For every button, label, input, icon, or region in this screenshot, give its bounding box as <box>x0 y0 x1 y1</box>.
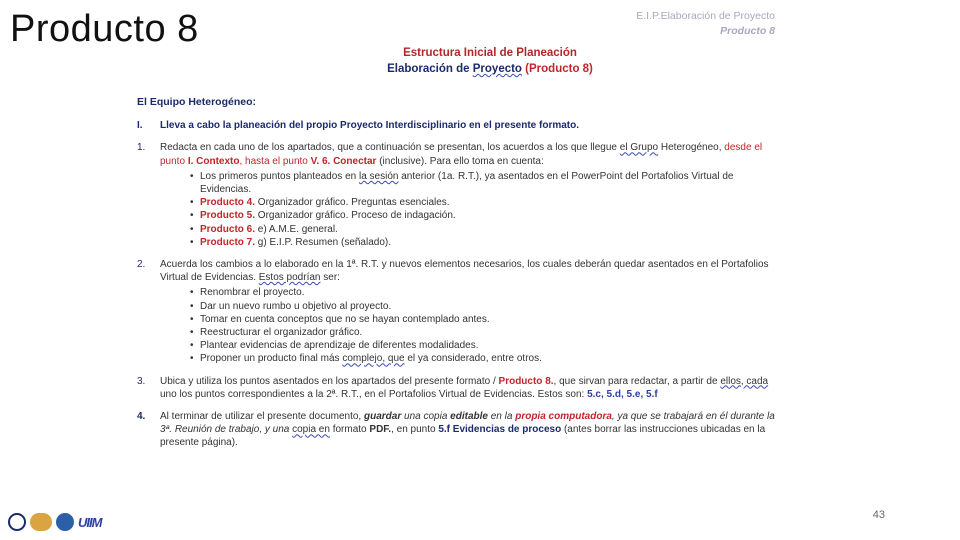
text-run: , hasta el punto <box>239 155 311 167</box>
text-run: propia computadora <box>515 411 612 423</box>
planning-title-block <box>300 45 680 77</box>
text-run: Proponer un producto final más <box>200 353 343 365</box>
text-run: editable <box>450 411 488 423</box>
text-run: anterior (1a. R.T.), ya asentados en el PowerPoint del Portafolios Virtual de Evidencias. <box>200 170 734 196</box>
step-number: I. <box>137 120 143 132</box>
text-run: V. 6. Conectar <box>310 155 377 167</box>
step-3 <box>137 375 777 401</box>
product-label: Producto 4. <box>200 197 256 209</box>
text-run: PDF. <box>369 424 392 436</box>
text-run: ser: <box>320 272 340 284</box>
step-number: 3. <box>137 375 146 387</box>
document-body <box>137 96 777 459</box>
footer-logos <box>8 510 108 534</box>
text-run: uno los puntos correspondientes a la 2ª. R.T., en el Portafolios Virtual de Evidencias. Estos son: <box>160 388 588 400</box>
list-item <box>200 223 777 236</box>
list-item <box>200 170 777 196</box>
step-text <box>160 141 777 249</box>
text-run: ellos, cada <box>720 375 769 387</box>
product-desc: Organizador gráfico. Preguntas esenciales. <box>255 197 450 209</box>
text-run: 5.f Evidencias de proceso <box>438 424 562 436</box>
step-1 <box>137 141 777 249</box>
step-text: Lleva a cabo la planeación del propio Proyecto Interdisciplinario en el presente formato. <box>160 120 579 132</box>
text-run: desde el punto <box>160 142 763 167</box>
text-run: Heterogéneo, <box>658 142 725 154</box>
list-item: • Renombrar el proyecto. <box>200 286 777 299</box>
text-run: I. Contexto <box>187 155 240 167</box>
text-run: , que sirvan para redactar, a partir de <box>553 375 721 387</box>
text-run: guardar <box>364 411 402 423</box>
list-item <box>200 236 777 249</box>
university-seal-icon <box>8 513 26 531</box>
uiim-logo: UIIM <box>78 514 102 530</box>
step-number: 1. <box>137 142 146 154</box>
product-label: Producto 5. <box>200 210 256 222</box>
text-run: Ubica y utiliza los puntos asentados en los apartados del presente formato / <box>160 375 499 387</box>
step-number: 2. <box>137 259 146 271</box>
step-i <box>137 119 777 132</box>
team-heading: El Equipo Heterogéneo: <box>137 96 257 108</box>
page-number: 43 <box>872 509 885 521</box>
step-number: 4. <box>137 411 146 423</box>
text-run: 5.c, 5.d, 5.e, 5.f <box>587 388 658 400</box>
text-run: Redacta en cada uno de los apartados, que a continuación se presentan, los acuerdos a los que llegue <box>160 142 620 154</box>
text-run: complejo, que <box>342 353 405 365</box>
planning-title: Estructura Inicial de Planeación <box>403 47 577 59</box>
list-item: • Reestructurar el organizador gráfico. <box>200 326 777 339</box>
list-item <box>200 352 777 365</box>
step-text <box>160 258 777 366</box>
list-item <box>200 196 777 209</box>
text-run: el Grupo <box>619 142 659 154</box>
text-run: (inclusive). Para ello toma en cuenta: <box>376 155 544 167</box>
step-2-bullets <box>160 286 777 365</box>
subtitle-product: (Producto 8) <box>521 63 593 75</box>
list-item: • Dar un nuevo rumbo u objetivo al proyecto. <box>200 300 777 313</box>
text-run: , ya que se trabajará en él durante la 3ª. Reunión de trabajo, y una <box>160 411 775 436</box>
text-run: una copia <box>401 411 451 423</box>
step-text <box>160 375 777 401</box>
planning-subtitle <box>300 61 680 77</box>
institution-logo-icon <box>30 513 52 531</box>
text-run: Producto 8. <box>498 375 554 387</box>
step-text <box>160 410 777 450</box>
list-item: • Tomar en cuenta conceptos que no se hayan contemplado antes. <box>200 313 777 326</box>
list-item <box>200 209 777 222</box>
document-product: Producto 8 <box>720 25 775 37</box>
subtitle-proyecto: Proyecto <box>472 63 522 75</box>
text-run: Estos podrían <box>258 272 321 284</box>
product-label: Producto 6. <box>200 223 256 235</box>
text-run: copia en <box>292 424 330 436</box>
product-label: Producto 7. <box>200 236 256 248</box>
step-2 <box>137 258 777 366</box>
program-logo-icon <box>56 513 74 531</box>
text-run: la sesión <box>359 170 399 182</box>
slide-title: Producto 8 <box>10 8 199 50</box>
document-header <box>636 9 775 39</box>
list-item: • Plantear evidencias de aprendizaje de diferentes modalidades. <box>200 339 777 352</box>
subtitle-text: Elaboración de <box>387 63 473 75</box>
text-run: Acuerda los cambios a lo elaborado en la 1ª. R.T. y nuevos elementos necesarios, los cuales deberán quedar asentados en el Portafolios Virtual de Evidencias. <box>160 259 769 284</box>
step-4 <box>137 410 777 450</box>
step-1-bullets <box>160 170 777 249</box>
text-run: Al terminar de utilizar el presente documento, <box>160 411 364 423</box>
text-run: Los primeros puntos planteados en <box>200 170 359 182</box>
product-desc: Organizador gráfico. Proceso de indagación. <box>255 210 456 222</box>
text-run: (antes borrar las instrucciones ubicadas en la presente página). <box>160 424 766 449</box>
product-desc: e) A.M.E. general. <box>255 223 338 235</box>
text-run: formato <box>329 424 370 436</box>
text-run: en la <box>487 411 516 423</box>
product-desc: g) E.I.P. Resumen (señalado). <box>255 236 392 248</box>
text-run: el ya considerado, entre otros. <box>404 353 542 365</box>
document-code: E.I.P.Elaboración de Proyecto <box>636 10 775 22</box>
text-run: , en punto <box>391 424 439 436</box>
